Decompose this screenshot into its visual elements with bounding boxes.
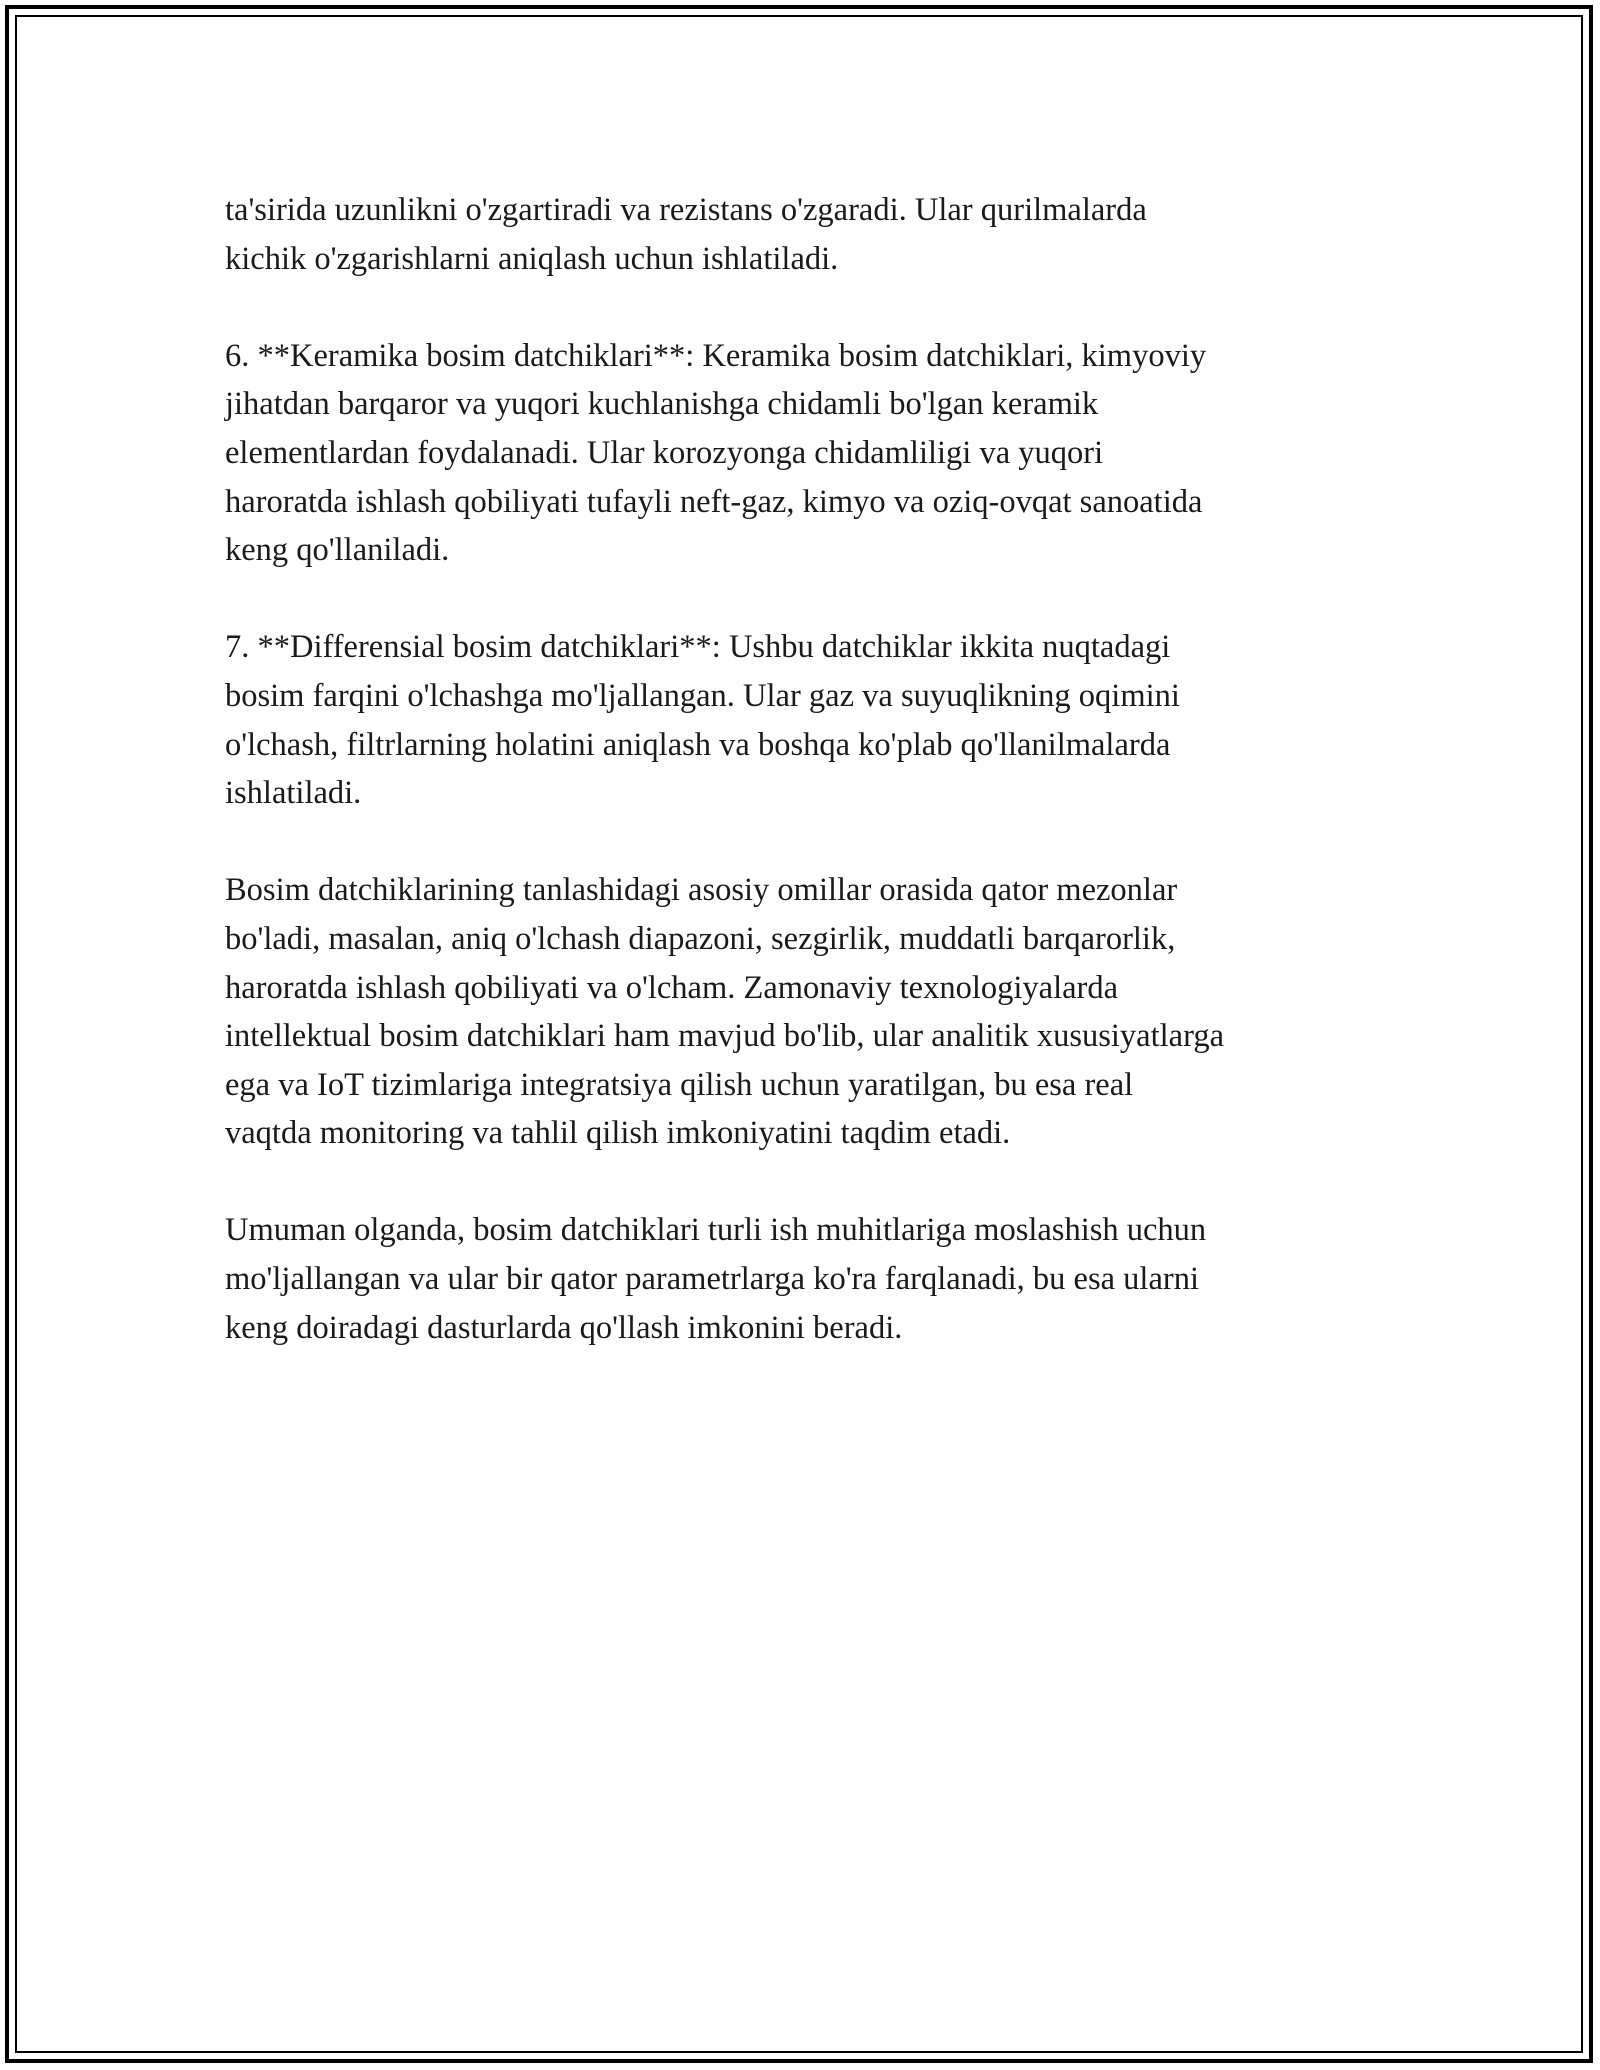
document-body: [225, 186, 1385, 1401]
paragraph-differential-sensors: 7. **Differensial bosim datchiklari**: Ushbu datchiklar ikkita nuqtadagi bosim farqini o'lchashga mo'ljallangan. Ular gaz va suyuqlikning oqimini o'lchash, filtrlarning holatini aniqlash va boshqa ko'plab qo'llanilmalarda ishlatiladi.: [225, 629, 1180, 812]
paragraph-selection-factors: Bosim datchiklarining tanlashidagi asosiy omillar orasida qator mezonlar bo'ladi, masalan, aniq o'lchash diapazoni, sezgirlik, muddatli barqarorlik, haroratda ishlash qobiliyati va o'lcham. Zamonaviy texnologiyalarda intellektual bosim datchiklari ham mavjud bo'lib, ular analitik xususiyatlarga ega va IoT tizimlariga integratsiya qilish uchun yaratilgan, bu esa real vaqtda monitoring va tahlil qilish imkoniyatini taqdim etadi.: [225, 872, 1224, 1152]
paragraph-ceramic-sensors: 6. **Keramika bosim datchiklari**: Keramika bosim datchiklari, kimyoviy jihatdan barqaror va yuqori kuchlanishga chidamli bo'lgan keramik elementlardan foydalanadi. Ular korozyonga chidamliligi va yuqori haroratda ishlash qobiliyati tufayli neft-gaz, kimyo va oziq-ovqat sanoatida keng qo'llaniladi.: [225, 337, 1207, 569]
paragraph-strain-gauge-continuation: ta'sirida uzunlikni o'zgartiradi va rezistans o'zgaradi. Ular qurilmalarda kichik o'zgarishlarni aniqlash uchun ishlatiladi.: [225, 192, 1147, 277]
paragraph-conclusion: Umuman olganda, bosim datchiklari turli ish muhitlariga moslashish uchun mo'ljallangan va ular bir qator parametrlarga ko'ra farqlanadi, bu esa ularni keng doiradagi dasturlarda qo'llash imkonini beradi.: [225, 1212, 1207, 1346]
